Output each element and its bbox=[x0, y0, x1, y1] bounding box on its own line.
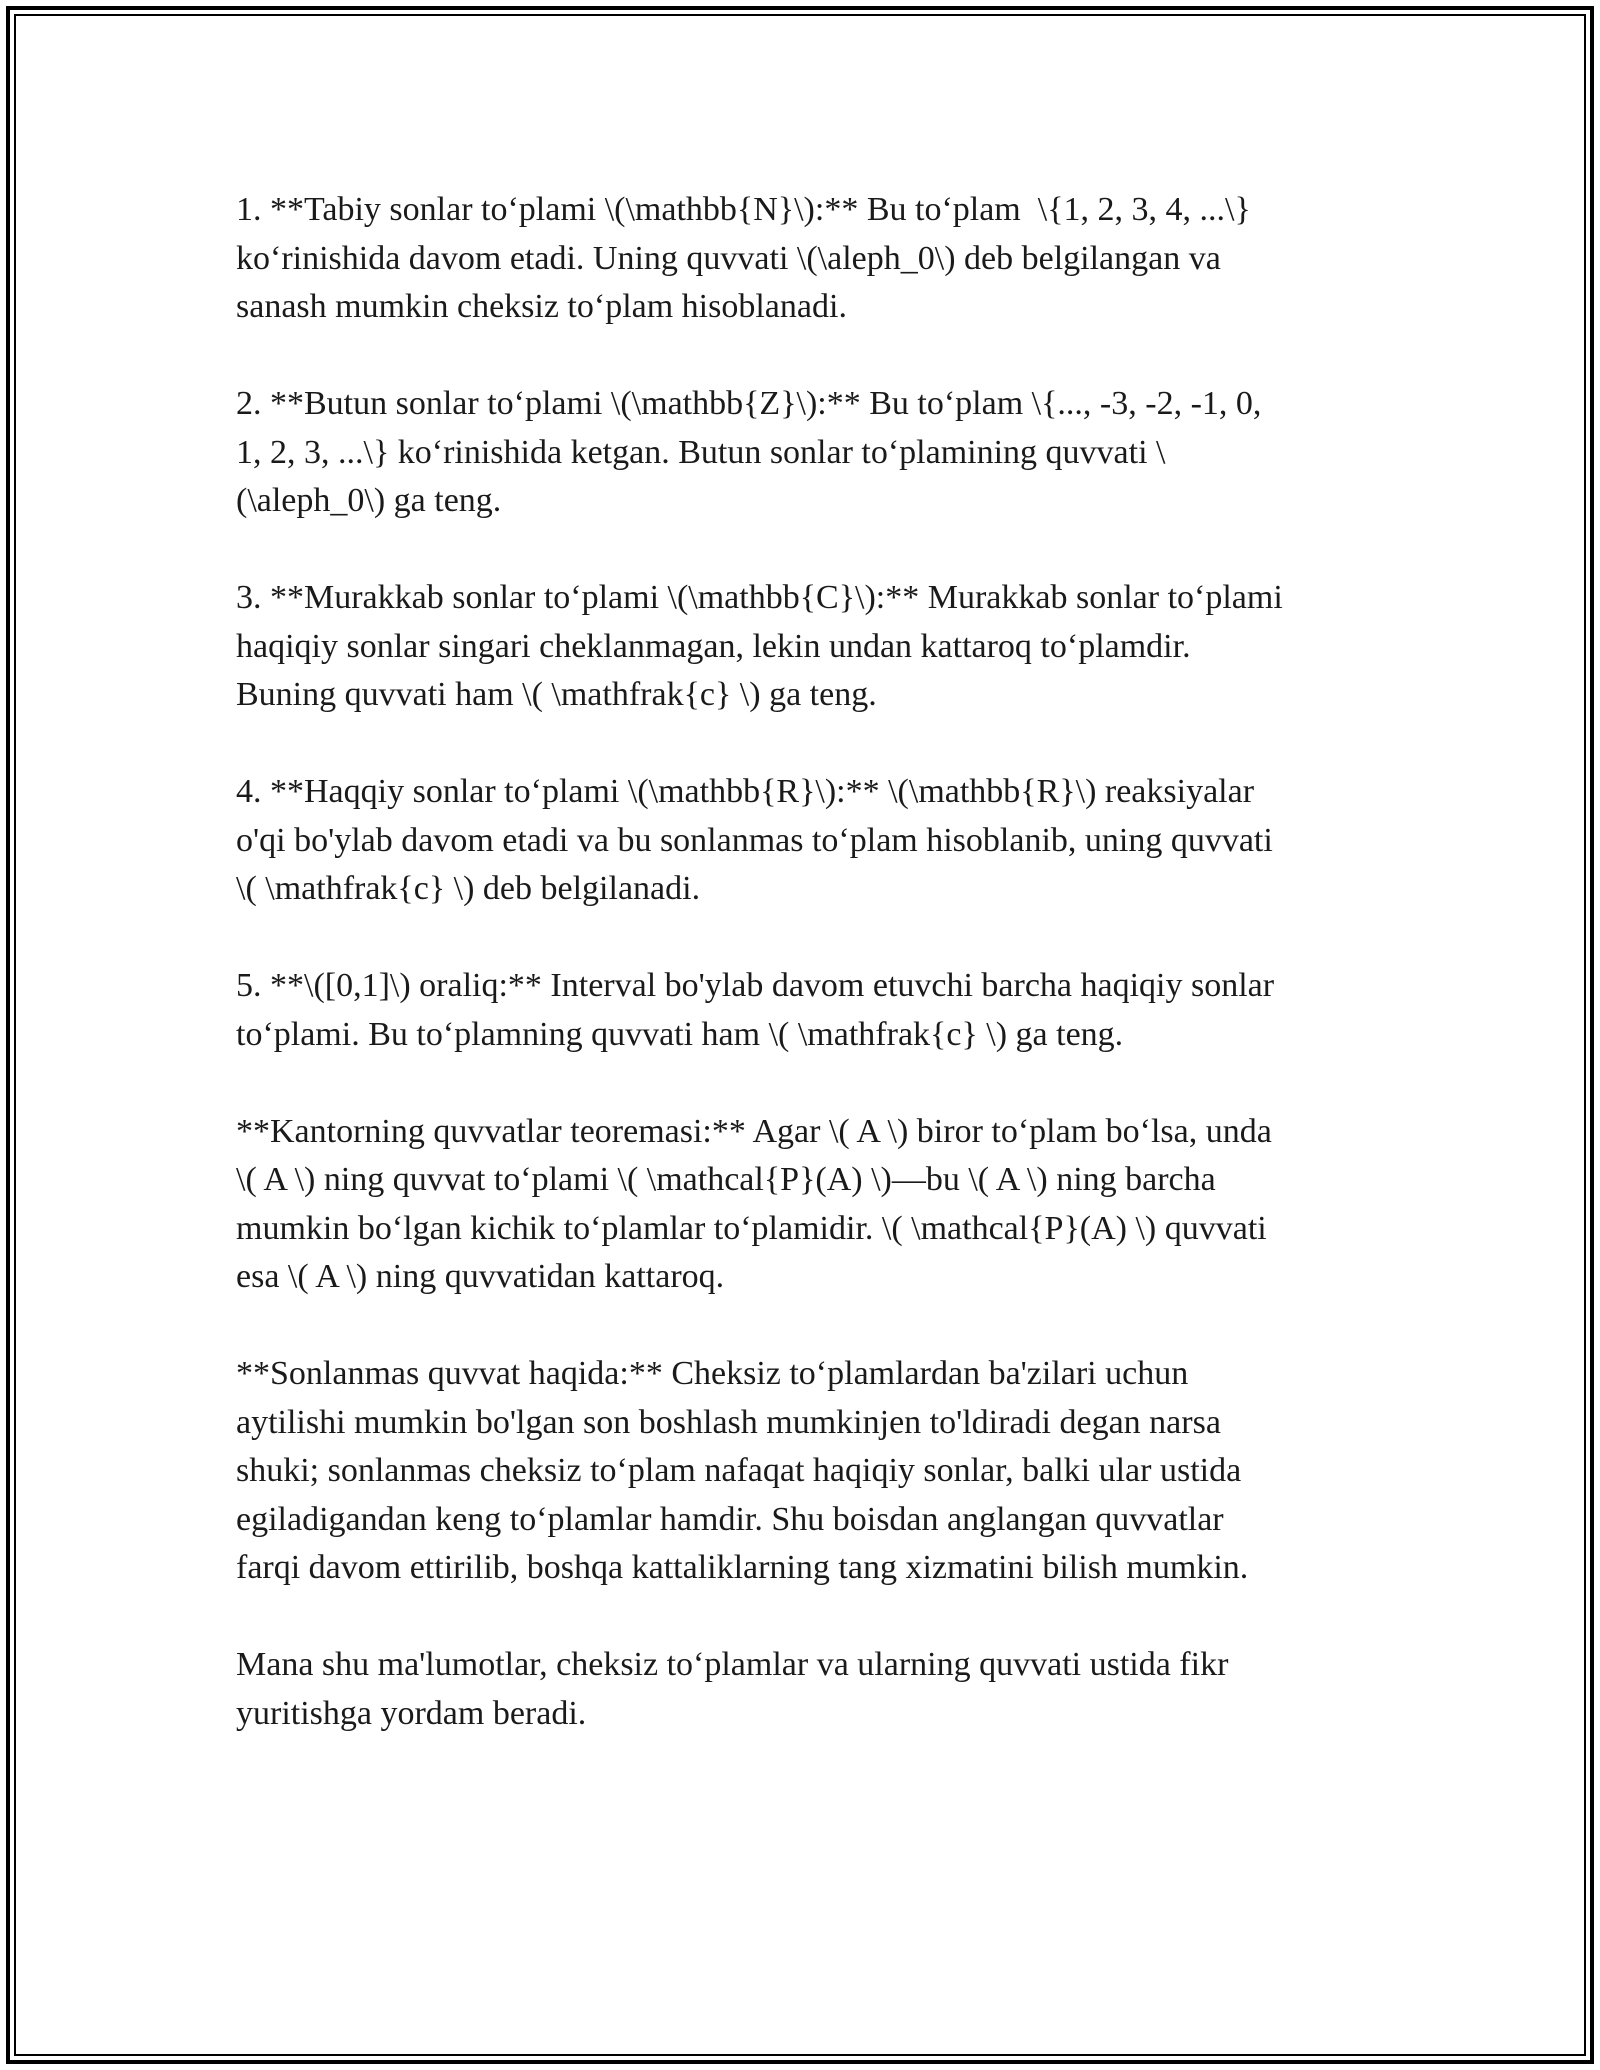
text-line: \( \mathfrak{c} \) deb belgilanadi. bbox=[236, 870, 701, 907]
text-line: (\aleph_0\) ga teng. bbox=[236, 482, 502, 519]
text-line: Buning quvvati ham \( \mathfrak{c} \) ga teng. bbox=[236, 676, 877, 713]
paragraph-conclusion bbox=[236, 1641, 1376, 1738]
paragraph-real-numbers bbox=[236, 768, 1376, 914]
text-line: shuki; sonlanmas cheksiz to‘plam nafaqat haqiqiy sonlar, balki ular ustida bbox=[236, 1452, 1242, 1489]
text-line: to‘plami. Bu to‘plamning quvvati ham \( \mathfrak{c} \) ga teng. bbox=[236, 1015, 1124, 1053]
text-line: **Sonlanmas quvvat haqida:** Cheksiz to‘plamlardan ba'zilari uchun bbox=[236, 1355, 1189, 1392]
text-line: egiladigandan keng to‘plamlar hamdir. Shu boisdan anglangan quvvatlar bbox=[236, 1500, 1224, 1538]
paragraph-complex-numbers bbox=[236, 574, 1376, 720]
text-line: aytilishi mumkin bo'lgan son boshlash mumkinjen to'ldiradi degan narsa bbox=[236, 1403, 1221, 1441]
text-line: mumkin bo‘lgan kichik to‘plamlar to‘plamidir. \( \mathcal{P}(A) \) quvvati bbox=[236, 1209, 1267, 1247]
text-line: farqi davom ettirilib, boshqa kattaliklarning tang xizmatini bilish mumkin. bbox=[236, 1549, 1249, 1586]
text-line: Mana shu ma'lumotlar, cheksiz to‘plamlar va ularning quvvati ustida fikr bbox=[236, 1646, 1229, 1683]
document-body bbox=[236, 186, 1376, 1787]
text-line: \( A \) ning quvvat to‘plami \( \mathcal{P}(A) \)—bu \( A \) ning barcha bbox=[236, 1161, 1216, 1198]
text-line: 5. **\([0,1]\) oraliq:** Interval bo'ylab davom etuvchi barcha haqiqiy sonlar bbox=[236, 967, 1275, 1004]
text-line: esa \( A \) ning quvvatidan kattaroq. bbox=[236, 1258, 725, 1295]
text-line: 3. **Murakkab sonlar to‘plami \(\mathbb{C}\):** Murakkab sonlar to‘plami bbox=[236, 579, 1283, 616]
paragraph-cantor-theorem bbox=[236, 1108, 1376, 1302]
text-line: 1. **Tabiy sonlar to‘plami \(\mathbb{N}\):** Bu to‘plam \{1, 2, 3, 4, ...\} bbox=[236, 191, 1251, 228]
paragraph-unit-interval bbox=[236, 962, 1376, 1059]
text-line: o'qi bo'ylab davom etadi va bu sonlanmas to‘plam hisoblanib, uning quvvati bbox=[236, 821, 1273, 859]
text-line: **Kantorning quvvatlar teoremasi:** Agar \( A \) biror to‘plam bo‘lsa, unda bbox=[236, 1112, 1272, 1150]
text-line: haqiqiy sonlar singari cheklanmagan, lekin undan kattaroq to‘plamdir. bbox=[236, 627, 1191, 665]
text-line: ko‘rinishida davom etadi. Uning quvvati \(\aleph_0\) deb belgilangan va bbox=[236, 239, 1221, 277]
paragraph-uncountable-cardinality bbox=[236, 1350, 1376, 1593]
paragraph-natural-numbers bbox=[236, 186, 1376, 332]
text-line: 1, 2, 3, ...\} ko‘rinishida ketgan. Butun sonlar to‘plamining quvvati \ bbox=[236, 433, 1166, 471]
text-line: 2. **Butun sonlar to‘plami \(\mathbb{Z}\):** Bu to‘plam \{..., -3, -2, -1, 0, bbox=[236, 385, 1262, 422]
paragraph-integers bbox=[236, 380, 1376, 526]
text-line: sanash mumkin cheksiz to‘plam hisoblanadi. bbox=[236, 288, 847, 325]
text-line: yuritishga yordam beradi. bbox=[236, 1694, 587, 1732]
text-line: 4. **Haqqiy sonlar to‘plami \(\mathbb{R}\):** \(\mathbb{R}\) reaksiyalar bbox=[236, 773, 1255, 810]
